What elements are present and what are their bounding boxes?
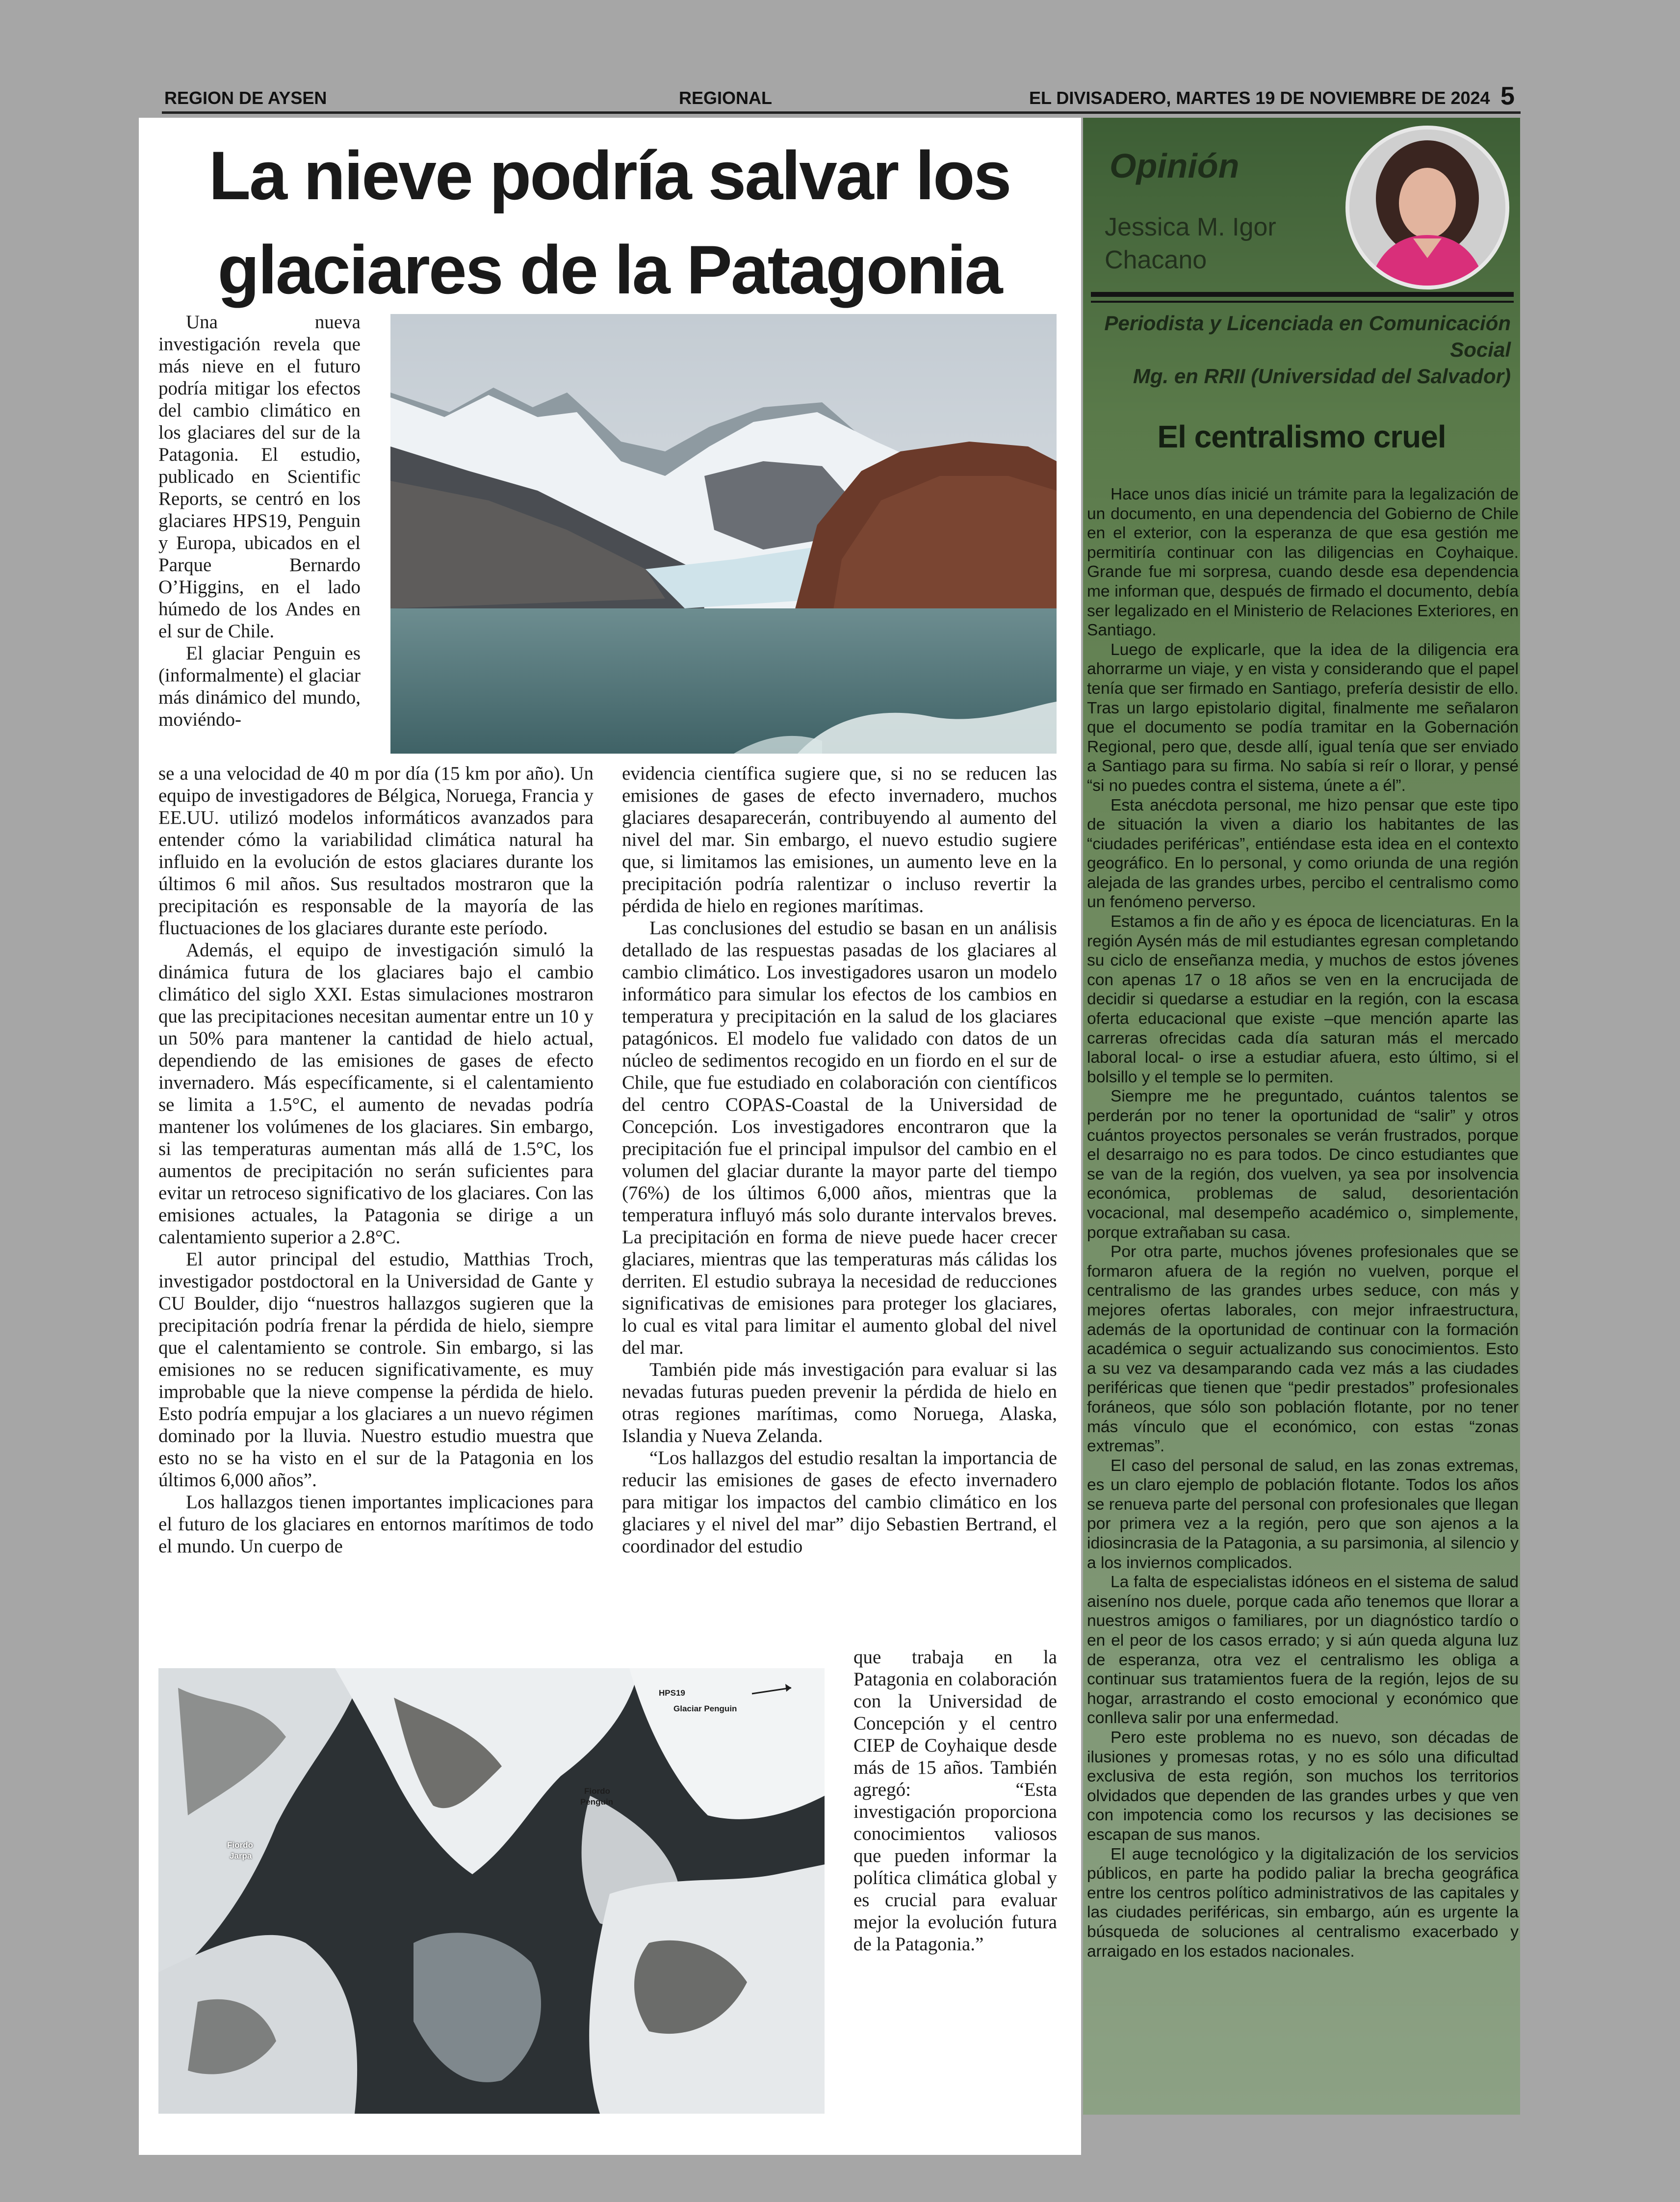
- map-label-fiordo-penguin-1: Fiordo: [584, 1786, 610, 1796]
- opinion-author: [1105, 211, 1325, 277]
- article-paragraph: Una nueva investigación revela que más nieve en el futuro podría mitigar los efectos del cambio climático en los glaciares del sur de la Patagonia. El estudio, publicado en Scientific Reports, se centró en los glaciares HPS19, Penguin y Europa, ubicados en el Parque Bernardo O’Higgins, en el lado húmedo de los Andes en el sur de Chile.: [158, 312, 361, 642]
- opinion-rule-thin: [1091, 301, 1514, 303]
- article-headline: [162, 129, 1057, 317]
- article-paragraph: Los hallazgos tienen importantes implicaciones para el futuro de los glaciares en entornos marítimos de todo el mundo. Un cuerpo de: [158, 1492, 594, 1557]
- article-paragraph: Las conclusiones del estudio se basan en un análisis detallado de las respuestas pasadas de los glaciares al cambio climático. Los investigadores usaron un modelo informático para simular los efectos de los cambios en temperatura y precipitación en la salud de los glaciares patagónicos. El modelo fue validado con datos de un núcleo de sedimentos recogido en un fiordo en el sur de Chile, que fue estudiado en colaboración con científicos del centro COPAS-Coastal de la Universidad de Concepción. Los investigadores encontraron que la precipitación fue el principal impulsor del cambio en el volumen del glaciar durante la mayor parte del tiempo (76%) de los últimos 6,000 años, mientras que la temperatura influyó más solo durante intervalos breves. La precipitación en forma de nieve puede hacer crecer glaciares, mientras que las temperaturas más cálidas los derriten. El estudio subraya la necesidad de reducciones significativas de emisiones para proteger los glaciares, lo cual es vital para limitar el aumento global del nivel del mar.: [622, 918, 1057, 1358]
- author-name-line-1: Jessica M. Igor: [1105, 213, 1276, 241]
- headline-line-1: La nieve podría salvar los: [208, 137, 1010, 214]
- map-label-glaciar-penguin: Glaciar Penguin: [673, 1704, 737, 1713]
- opinion-paragraph: Pero este problema no es nuevo, son décadas de ilusiones y promesas rotas, y no es sólo una dificultad exclusiva de esta región, son muchos los territorios olvidados que dependen de las grandes urbes y que ven con impotencia como los recursos y las decisiones se escapan de sus manos.: [1087, 1729, 1519, 1844]
- author-portrait: [1349, 130, 1505, 286]
- author-name-line-2: Chacano: [1105, 246, 1207, 274]
- article-paragraph: El glaciar Penguin es (informalmente) el glaciar más dinámico del mundo, moviéndo-: [158, 643, 361, 730]
- credentials-line-2: Mg. en RRII (Universidad del Salvador): [1133, 365, 1511, 388]
- page-number: 5: [1500, 82, 1515, 110]
- opinion-title: El centralismo cruel: [1157, 419, 1446, 454]
- opinion-body: [1087, 485, 1519, 1961]
- opinion-paragraph: Esta anécdota personal, me hizo pensar que este tipo de situación la viven a diario los habitantes de las “ciudades periféricas”, entiéndase esta idea en el contexto geográfico. En lo personal, y como oriunda de una región alejada de las grandes urbes, percibo el centralismo como un fenómeno perverso.: [1087, 796, 1519, 912]
- article-column-1-top: [158, 311, 361, 731]
- opinion-paragraph: Siempre me he preguntado, cuántos talentos se perderán por no tener la oportunidad de “salir” y otros cuántos proyectos personales se verán frustrados, porque el desarraigo no es para todos. De cinco estudiantes que se van de la región, dos vuelven, ya sea por insolvencia económica, problemas de salud, desorientación vocacional, mal desempeño académico o, simplemente, porque extrañaban su casa.: [1087, 1087, 1519, 1242]
- credentials-line-1: Periodista y Licenciada en Comunicación Social: [1104, 312, 1511, 361]
- aerial-map-photo: [158, 1668, 825, 2114]
- article-paragraph: El autor principal del estudio, Matthias Troch, investigador postdoctoral en la Universidad de Gante y CU Boulder, dijo “nuestros hallazgos sugieren que la precipitación podría frenar la pérdida de hielo, siempre que el calentamiento se controle. Sin embargo, si las emisiones no se reducen significativamente, es muy improbable que la nieve compense la pérdida de hielo. Esto podría empujar a los glaciares a un nuevo régimen dominado por la lluvia. Nuestro estudio muestra que esto no se ha visto en el sur de la Patagonia en los últimos 6,000 años”.: [158, 1249, 594, 1491]
- article-paragraph: “Los hallazgos del estudio resaltan la importancia de reducir las emisiones de gases de efecto invernadero para mitigar los impactos del cambio climático en los glaciares y el nivel del mar” dijo Sebastien Bertrand, el coordinador del estudio: [622, 1447, 1057, 1557]
- map-label-fiordo-jarpa-2: Jarpa: [230, 1851, 252, 1861]
- section-name-left: REGION DE AYSEN: [164, 88, 327, 108]
- opinion-paragraph: El caso del personal de salud, en las zonas extremas, es un claro ejemplo de población flotante. Todos los años se renueva parte del personal con profesionales que llegan por primera vez a la región, pero que son ajenos a la idiosincrasia de la Patagonia, a su parsimonia, al silencio y a los inviernos complicados.: [1087, 1456, 1519, 1572]
- edition-date: EL DIVISADERO, MARTES 19 DE NOVIEMBRE DE 2024: [1029, 88, 1490, 108]
- opinion-paragraph: Hace unos días inicié un trámite para la legalización de un documento, en una dependencia del Gobierno de Chile en el exterior, con la esperanza de que esa gestión me permitiría continuar con las diligencias en Coyhaique. Grande fue mi sorpresa, cuando desde esa dependencia me informan que, después de firmado el documento, debía ser legalizado en el Ministerio de Relaciones Exteriores, en Santiago.: [1087, 485, 1519, 640]
- opinion-paragraph: Por otra parte, muchos jóvenes profesionales que se formaron afuera de la región no vuelven, porque el centralismo de las grandes urbes seduce, con más y mejores ofertas laborales, con mejor infraestructura, además de la oportunidad de continuar con la formación académica o seguir actualizando sus conocimientos. Esto a su vez va desamparando cada vez más a las ciudades periféricas que tienen que “pedir prestados” profesionales foráneos, que sólo son población flotante, por no tener más vínculo que el económico, con estas “zonas extremas”.: [1087, 1243, 1519, 1456]
- article-paragraph: Además, el equipo de investigación simuló la dinámica futura de los glaciares bajo el cambio climático del siglo XXI. Estas simulaciones mostraron que las precipitaciones necesitan aumentar entre un 10 y un 50% para mantener la cantidad de hielo actual, dependiendo de las emisiones de gases de efecto invernadero. Más específicamente, si el calentamiento se limita a 1.5°C, el aumento de nevadas podría mantener los volúmenes de los glaciares. Sin embargo, si las temperaturas aumentan más allá de 1.5°C, los aumentos de precipitación no serán suficientes para evitar un retroceso significativo de los glaciares. Con las emisiones actuales, la Patagonia se dirige a un calentamiento superior a 2.8°C.: [158, 940, 594, 1248]
- glacier-photo: [390, 314, 1057, 754]
- headline-line-2: glaciares de la Patagonia: [217, 231, 1002, 308]
- opinion-paragraph: El auge tecnológico y la digitalización de los servicios públicos, en parte ha podido paliar la brecha geográfica entre los centros político administrativos de las capitales y las ciudades periféricas, sin embargo, aún es urgente la búsqueda de soluciones al centralismo exacerbado y arraigado en los estados nacionales.: [1087, 1845, 1519, 1961]
- article-paragraph: evidencia científica sugiere que, si no se reducen las emisiones de gases de efecto invernadero, muchos glaciares desaparecerán, contribuyendo al aumento del nivel del mar. Sin embargo, el nuevo estudio sugiere que, si limitamos las emisiones, un aumento leve en la precipitación podría ralentizar o incluso revertir la pérdida de hielo en regiones marítimas.: [622, 763, 1057, 917]
- author-credentials: [1094, 310, 1511, 390]
- article-paragraph: se a una velocidad de 40 m por día (15 km por año). Un equipo de investigadores de Bélgica, Noruega, Francia y EE.UU. utilizó modelos informáticos avanzados para entender cómo la variabilidad climática natural ha influido en la evolución de estos glaciares durante los últimos 6 mil años. Sus resultados mostraron que la precipitación es responsable de la mayoría de las fluctuaciones de los glaciares durante este período.: [158, 763, 594, 939]
- article-column-2: [622, 762, 1057, 1557]
- glacier-photo-illustration: [390, 314, 1057, 754]
- article-paragraph: que trabaja en la Patagonia en colaboración con la Universidad de Concepción y el centro CIEP de Coyhaique desde más de 15 años. También agregó: “Esta investigación proporciona conocimientos valiosos que pueden informar la política climática global y es crucial para evaluar mejor la evolución futura de la Patagonia.”: [853, 1647, 1057, 1955]
- author-avatar: [1345, 126, 1509, 289]
- opinion-rule-thick: [1091, 292, 1514, 297]
- map-label-fiordo-jarpa-1: Fiordo: [227, 1840, 253, 1850]
- article-paragraph: También pide más investigación para evaluar si las nevadas futuras pueden prevenir la pérdida de hielo en otras regiones marítimas, como Noruega, Alaska, Islandia y Nueva Zelanda.: [622, 1359, 1057, 1446]
- header-rule: [162, 111, 1521, 114]
- section-name-center: REGIONAL: [679, 88, 773, 108]
- article-column-1-bottom: [158, 762, 594, 1557]
- article-column-2-bottom: [853, 1646, 1057, 1955]
- map-label-hps19: HPS19: [659, 1688, 685, 1698]
- aerial-map-illustration: [158, 1668, 825, 2114]
- map-label-fiordo-penguin-2: Penguin: [580, 1797, 614, 1807]
- opinion-paragraph: La falta de especialistas idóneos en el sistema de salud aiseníno nos duele, porque cada año tenemos que llorar a nuestros amigos o familiares, por un diagnóstico tardío o en el peor de los casos errado; y si aún queda alguna luz de esperanza, otra vez el centralismo les obliga a continuar sus tratamientos fuera de la región, lejos de su hogar, arrastrando el costo emocional y económico que conlleva salir por una enfermedad.: [1087, 1573, 1519, 1728]
- opinion-label: Opinión: [1110, 147, 1240, 185]
- opinion-paragraph: Estamos a fin de año y es época de licenciaturas. En la región Aysén más de mil estudiantes egresan completando su ciclo de enseñanza media, y muchos de estos jóvenes con apenas 17 o 18 años se ven en la encrucijada de decidir si quedarse a estudiar en la región, con la escasa oferta educacional que existe –que mención aparte las carreras ofrecidas cada día saturan más el mercado laboral local- o irse a estudiar afuera, esto último, si el bolsillo y el temple se lo permiten.: [1087, 913, 1519, 1086]
- opinion-paragraph: Luego de explicarle, que la idea de la diligencia era ahorrarme un viaje, y en vista y considerando que el papel tenía que ser firmado en Santiago, prefería desistir de ello. Tras un largo epistolario digital, finalmente me señalaron que el documento se podía tramitar en la Gobernación Regional, pero que, desde allí, igual tenía que ser enviado a Santiago para su firma. No sabía si reír o llorar, y pensé “si no puedes contra el sistema, únete a él”.: [1087, 640, 1519, 795]
